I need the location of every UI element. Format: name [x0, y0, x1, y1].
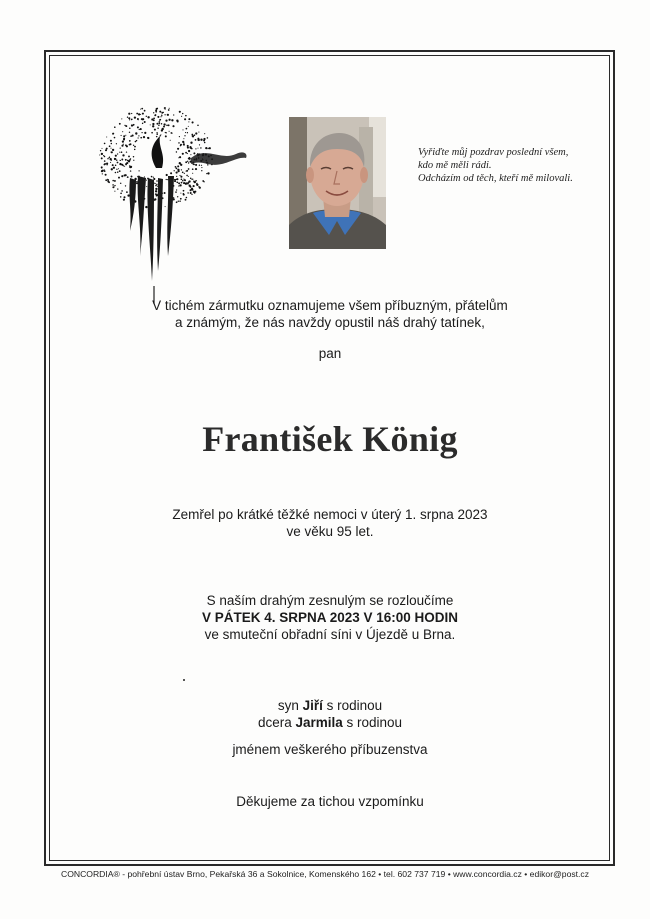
announcement-intro [60, 297, 600, 331]
funeral-location: ve smuteční obřadní síni v Újezdě u Brna. [204, 627, 456, 642]
mourner-name: Jarmila [295, 715, 343, 730]
funeral-date-time: V PÁTEK 4. SRPNA 2023 V 16:00 HODIN [201, 610, 459, 625]
mourner-relation: dcera [257, 715, 296, 730]
footer: CONCORDIA® - pohřební ústav Brno, Pekařská 36 a Sokolnice, Komenského 162 • tel. 602 737 719 • www.concordia.cz • edikor@post.cz [60, 869, 590, 879]
intro-line: a známým, že nás navždy opustil náš drahý tatínek, [175, 315, 485, 330]
family-line: jménem veškerého příbuzenstva [232, 742, 428, 757]
poem-line: Odcházím od těch, kteří mě milovali. [418, 173, 573, 184]
funeral-line: S naším drahým zesnulým se rozloučíme [206, 593, 454, 608]
deceased-name: František König [202, 419, 458, 459]
mourner-suffix: s rodinou [322, 698, 383, 713]
title-word: pan [318, 346, 342, 361]
intro-line: V tichém zármutku oznamujeme všem příbuzným, přátelům [152, 298, 508, 313]
stray-mark [183, 679, 185, 681]
thanks-line: Děkujeme za tichou vzpomínku [236, 794, 424, 809]
funeral-info [60, 592, 600, 643]
mourners [60, 697, 600, 731]
death-line: Zemřel po krátké těžké nemoci v úterý 1. srpna 2023 [172, 507, 488, 522]
poem-line: kdo mě měli rádi. [418, 160, 492, 171]
mourner-line [60, 697, 600, 714]
mourner-name: Jiří [302, 698, 323, 713]
mourner-line [60, 714, 600, 731]
portrait-photo [289, 117, 386, 249]
candle-icon [96, 106, 256, 306]
death-line: ve věku 95 let. [286, 524, 374, 539]
mourner-suffix: s rodinou [342, 715, 403, 730]
poem-line: Vyřiďte můj pozdrav poslední všem, [418, 147, 569, 158]
poem [418, 146, 598, 185]
death-info [60, 506, 600, 540]
mourner-relation: syn [277, 698, 303, 713]
